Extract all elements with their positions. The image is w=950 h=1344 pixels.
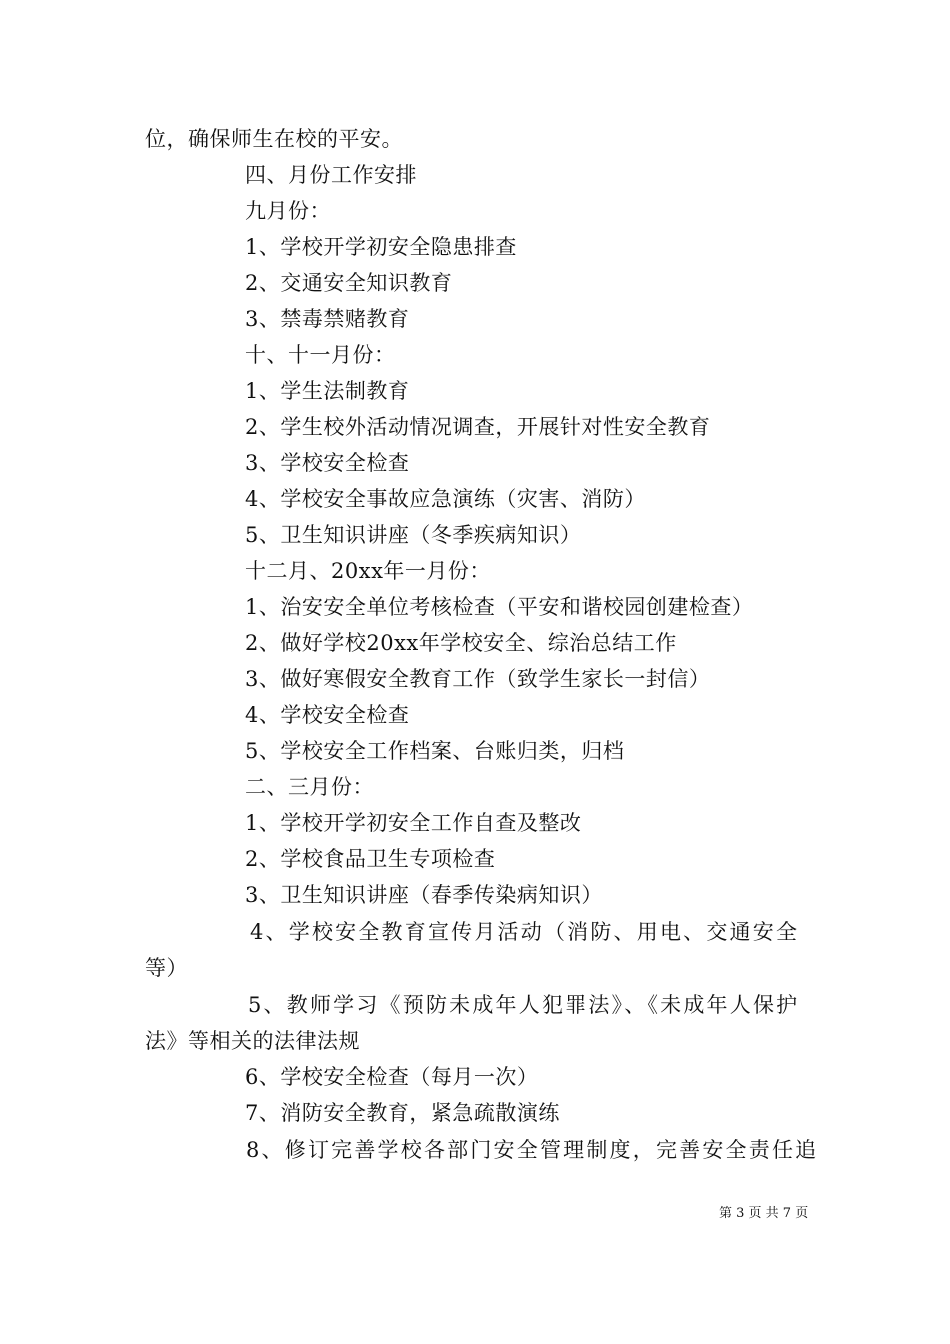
list-item: 4、学校安全事故应急演练（灾害、消防） xyxy=(245,487,646,511)
list-item: 3、禁毒禁赌教育 xyxy=(245,307,410,331)
page-number-footer: 第 3 页 共 7 页 xyxy=(719,1206,809,1221)
list-item: 5、卫生知识讲座（冬季疾病知识） xyxy=(245,523,582,547)
list-item: 2、学生校外活动情况调查，开展针对性安全教育 xyxy=(245,415,711,439)
list-item: 1、学校开学初安全隐患排查 xyxy=(245,235,517,259)
month-heading: 九月份： xyxy=(245,199,331,223)
month-heading: 十二月、20xx年一月份： xyxy=(245,559,491,583)
list-item: 1、学生法制教育 xyxy=(245,379,410,403)
list-item-continuation: 法》等相关的法律法规 xyxy=(145,1029,360,1053)
list-item: 8、修订完善学校各部门安全管理制度，完善安全责任追 xyxy=(246,1138,819,1162)
list-item: 1、治安安全单位考核检查（平安和谐校园创建检查） xyxy=(245,595,754,619)
list-item: 3、卫生知识讲座（春季传染病知识） xyxy=(245,883,603,907)
list-item: 3、做好寒假安全教育工作（致学生家长一封信） xyxy=(245,667,711,691)
list-item: 2、交通安全知识教育 xyxy=(245,271,453,295)
list-item: 4、学校安全教育宣传月活动（消防、用电、交通安全 xyxy=(250,920,800,944)
list-item-continuation: 等） xyxy=(145,956,188,980)
list-item: 2、学校食品卫生专项检查 xyxy=(245,847,496,871)
month-heading: 十、十一月份： xyxy=(245,343,396,367)
list-item: 1、学校开学初安全工作自查及整改 xyxy=(245,811,582,835)
list-item: 4、学校安全检查 xyxy=(245,703,410,727)
list-item: 6、学校安全检查（每月一次） xyxy=(245,1065,539,1089)
list-item: 7、消防安全教育，紧急疏散演练 xyxy=(245,1101,560,1125)
list-item: 2、做好学校20xx年学校安全、综治总结工作 xyxy=(245,631,677,655)
month-heading: 二、三月份： xyxy=(245,775,374,799)
section-heading: 四、月份工作安排 xyxy=(245,163,417,187)
text-line: 位，确保师生在校的平安。 xyxy=(145,127,403,151)
list-item: 3、学校安全检查 xyxy=(245,451,410,475)
list-item: 5、教师学习《预防未成年人犯罪法》、《未成年人保护 xyxy=(248,993,800,1017)
list-item: 5、学校安全工作档案、台账归类，归档 xyxy=(245,739,625,763)
